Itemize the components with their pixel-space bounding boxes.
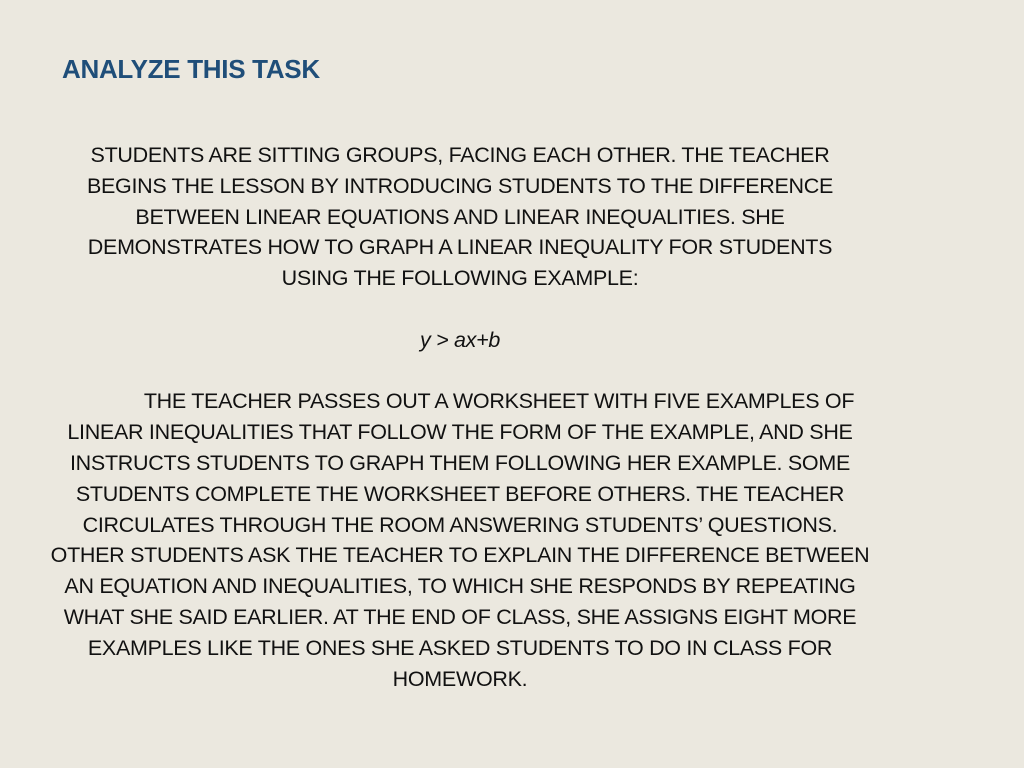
text-line: HOMEWORK.	[392, 666, 528, 691]
text-line: THE TEACHER PASSES OUT A WORKSHEET WITH FIVE EXAMPLES OF	[143, 389, 855, 414]
text-line: LINEAR INEQUALITIES THAT FOLLOW THE FORM OF THE EXAMPLE, AND SHE	[67, 420, 853, 445]
text-line: OTHER STUDENTS ASK THE TEACHER TO EXPLAIN THE DIFFERENCE BETWEEN	[50, 543, 870, 568]
text-line: STUDENTS ARE SITTING GROUPS, FACING EACH OTHER. THE TEACHER	[90, 143, 830, 167]
text-line: BETWEEN LINEAR EQUATIONS AND LINEAR INEQUALITIES. SHE	[135, 204, 785, 229]
text-line: AN EQUATION AND INEQUALITIES, TO WHICH SHE RESPONDS BY REPEATING	[64, 574, 856, 599]
paragraph-intro	[10, 140, 910, 294]
paragraph-task	[10, 386, 910, 694]
text-line: DEMONSTRATES HOW TO GRAPH A LINEAR INEQUALITY FOR STUDENTS	[87, 235, 833, 260]
text-line: WHAT SHE SAID EARLIER. AT THE END OF CLASS, SHE ASSIGNS EIGHT MORE	[63, 604, 857, 629]
text-line: EXAMPLES LIKE THE ONES SHE ASKED STUDENTS TO DO IN CLASS FOR	[87, 635, 833, 660]
text-line: USING THE FOLLOWING EXAMPLE:	[281, 266, 639, 291]
spacer	[10, 294, 910, 325]
text-line: CIRCULATES THROUGH THE ROOM ANSWERING STUDENTS’ QUESTIONS.	[82, 512, 838, 537]
example-formula: y > ax+b	[419, 327, 501, 352]
text-line: STUDENTS COMPLETE THE WORKSHEET BEFORE OTHERS. THE TEACHER	[75, 481, 845, 506]
spacer	[10, 356, 910, 387]
text-line: INSTRUCTS STUDENTS TO GRAPH THEM FOLLOWING HER EXAMPLE. SOME	[70, 450, 850, 475]
text-line: BEGINS THE LESSON BY INTRODUCING STUDENTS TO THE DIFFERENCE	[86, 173, 834, 198]
slide-body	[10, 140, 910, 694]
slide-title: ANALYZE THIS TASK	[62, 54, 320, 84]
